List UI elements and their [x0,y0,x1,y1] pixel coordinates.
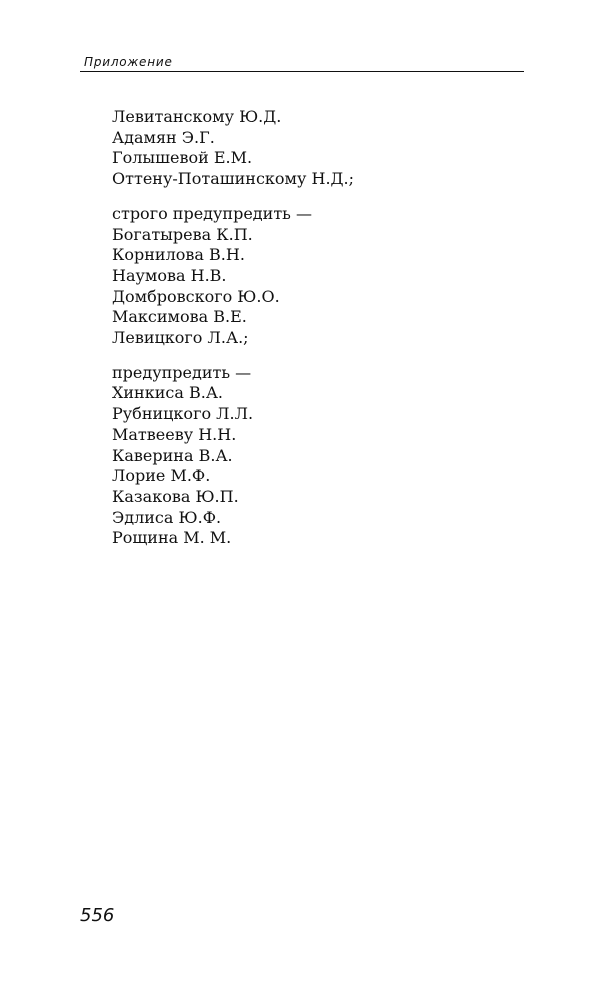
group-heading: предупредить — [112,362,252,382]
list-line: Матвееву Н.Н. [112,424,237,444]
list-line: Каверина В.А. [112,445,233,465]
name-group [112,363,512,549]
group-heading: строго предупредить — [112,203,312,223]
list-line: Хинкиса В.А. [112,383,224,403]
list-line: Корнилова В.Н. [112,245,245,265]
list-line: Левицкого Л.А.; [112,328,249,348]
running-head [80,55,524,72]
list-line: Лорие М.Ф. [112,466,211,486]
list-line: Богатырева К.П. [112,224,253,244]
list-line: Рощина М. М. [112,528,232,548]
list-line: Домбровского Ю.О. [112,286,280,306]
name-list [112,107,512,549]
list-line: Наумова Н.В. [112,265,227,285]
running-head-title: Приложение [84,55,179,70]
list-line: Казакова Ю.П. [112,486,239,506]
list-line: Оттену-Поташинскому Н.Д.; [112,169,355,189]
page-number: 556 [80,905,115,926]
name-group [112,204,512,349]
list-line: Рубницкого Л.Л. [112,404,254,424]
list-line: Левитанскому Ю.Д. [112,107,282,126]
list-line: Эдлиса Ю.Ф. [112,507,222,527]
list-line: Адамян Э.Г. [112,127,215,147]
list-line: Голышевой Е.М. [112,148,253,168]
list-line: Максимова В.Е. [112,307,247,327]
name-group [112,107,512,190]
